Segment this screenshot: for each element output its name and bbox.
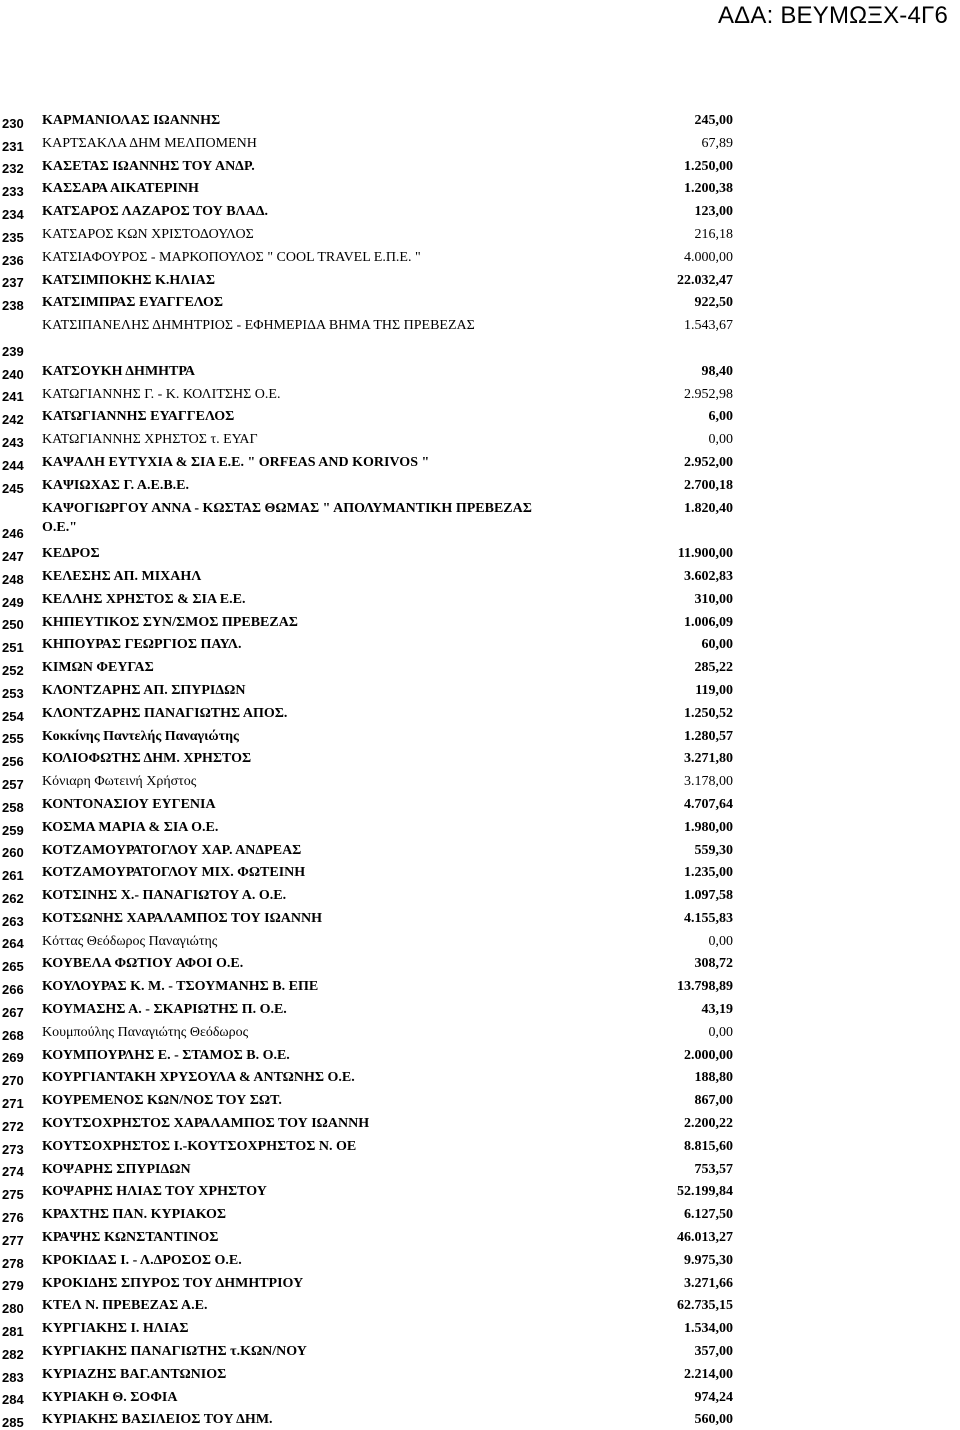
- list-item: [0, 815, 960, 838]
- beneficiary-name: ΚΟΥΜΠΟΥΡΛΗΣ Ε. - ΣΤΑΜΟΣ Β. Ο.Ε.: [42, 1047, 290, 1063]
- list-item: [0, 1020, 960, 1043]
- amount: 1.250,52: [684, 705, 733, 721]
- amount: 1.534,00: [684, 1321, 733, 1337]
- list-item: [0, 1202, 960, 1225]
- list-item: [0, 222, 960, 245]
- row-number: 248: [2, 571, 24, 587]
- amount: 753,57: [694, 1161, 733, 1177]
- list-item: [0, 1316, 960, 1339]
- row-number: 258: [2, 799, 24, 815]
- list-item: [0, 427, 960, 450]
- beneficiary-name: ΚΑΡΤΣΑΚΛΑ ΔΗΜ ΜΕΛΠΟΜΕΝΗ: [42, 135, 257, 151]
- row-number: 249: [2, 594, 24, 610]
- row-number: 236: [2, 252, 24, 268]
- amount: 4.155,83: [684, 910, 733, 926]
- list-item: [0, 678, 960, 701]
- list-item: [0, 359, 960, 382]
- list-item: [0, 1362, 960, 1385]
- list-item: [0, 1179, 960, 1202]
- list-item: [0, 1088, 960, 1111]
- row-number: 237: [2, 275, 24, 291]
- list-item: [0, 290, 960, 313]
- row-number: 272: [2, 1118, 24, 1134]
- row-number: 275: [2, 1187, 24, 1203]
- beneficiary-name: ΚΗΠΕΥΤΙΚΟΣ ΣΥΝ/ΣΜΟΣ ΠΡΕΒΕΖΑΣ: [42, 614, 298, 630]
- list-item: [0, 496, 960, 542]
- amount: 4.000,00: [684, 249, 733, 265]
- list-item: [0, 108, 960, 131]
- beneficiary-name: ΚΟΤΖΑΜΟΥΡΑΤΟΓΛΟΥ ΜΙΧ. ΦΩΤΕΙΝΗ: [42, 865, 306, 881]
- list-item: [0, 1043, 960, 1066]
- row-number: 250: [2, 617, 24, 633]
- amount: 8.815,60: [684, 1138, 733, 1154]
- row-number: 262: [2, 890, 24, 906]
- row-number: 254: [2, 708, 24, 724]
- amount: 2.214,00: [684, 1366, 733, 1382]
- row-number: 251: [2, 640, 24, 656]
- list-item: [0, 1065, 960, 1088]
- list-item: [0, 382, 960, 405]
- beneficiary-name: ΚΕΔΡΟΣ: [42, 546, 100, 562]
- beneficiary-name: ΚΟΥΡΕΜΕΝΟΣ ΚΩΝ/ΝΟΣ ΤΟΥ ΣΩΤ.: [42, 1093, 282, 1109]
- list-item: [0, 154, 960, 177]
- amount: 13.798,89: [677, 979, 733, 995]
- list-item: [0, 199, 960, 222]
- list-item: [0, 404, 960, 427]
- amount: 0,00: [708, 432, 733, 448]
- list-item: [0, 610, 960, 633]
- list-item: [0, 473, 960, 496]
- beneficiary-name: ΚΟΥΤΣΟΧΡΗΣΤΟΣ ΧΑΡΑΛΑΜΠΟΣ ΤΟΥ ΙΩΑΝΝΗ: [42, 1116, 370, 1132]
- amount: 52.199,84: [677, 1184, 733, 1200]
- beneficiary-name: ΚΟΨΑΡΗΣ ΣΠΥΡΙΔΩΝ: [42, 1161, 191, 1177]
- list-item: [0, 951, 960, 974]
- beneficiary-name: ΚΑΤΣΑΡΟΣ ΚΩΝ ΧΡΙΣΤΟΔΟΥΛΟΣ: [42, 226, 254, 242]
- row-number: 271: [2, 1096, 24, 1112]
- amount: 67,89: [701, 135, 733, 151]
- amount: 188,80: [694, 1070, 733, 1086]
- beneficiary-name: ΚΟΥΜΑΣΗΣ Α. - ΣΚΑΡΙΩΤΗΣ Π. Ο.Ε.: [42, 1002, 287, 1018]
- row-number: 239: [2, 343, 24, 359]
- row-number: 234: [2, 206, 24, 222]
- beneficiary-name: ΚΡΑΧΤΗΣ ΠΑΝ. ΚΥΡΙΑΚΟΣ: [42, 1207, 227, 1223]
- amount: 3.178,00: [684, 774, 733, 790]
- amount: 867,00: [694, 1093, 733, 1109]
- row-number: 283: [2, 1369, 24, 1385]
- list-item: [0, 131, 960, 154]
- row-number: 247: [2, 548, 24, 564]
- row-number: 281: [2, 1324, 24, 1340]
- amount: 2.200,22: [684, 1116, 733, 1132]
- amount: 3.602,83: [684, 568, 733, 584]
- row-number: 256: [2, 754, 24, 770]
- row-number: 274: [2, 1164, 24, 1180]
- amount: 123,00: [694, 204, 733, 220]
- row-number: 243: [2, 434, 24, 450]
- amount: 0,00: [708, 933, 733, 949]
- row-number: 242: [2, 412, 24, 428]
- list-item: [0, 746, 960, 769]
- list-item: [0, 176, 960, 199]
- beneficiary-name: ΚΟΨΑΡΗΣ ΗΛΙΑΣ ΤΟΥ ΧΡΗΣΤΟΥ: [42, 1184, 267, 1200]
- amount: 1.543,67: [684, 318, 733, 334]
- amount: 2.952,00: [684, 454, 733, 470]
- row-number: 240: [2, 366, 24, 382]
- beneficiary-name: ΚΕΛΛΗΣ ΧΡΗΣΤΟΣ & ΣΙΑ Ε.Ε.: [42, 591, 246, 607]
- amount: 119,00: [695, 682, 733, 698]
- beneficiary-name: ΚΙΜΩΝ ΦΕΥΓΑΣ: [42, 660, 154, 676]
- beneficiary-name: Κουμπούλης Παναγιώτης Θεόδωρος: [42, 1024, 249, 1040]
- ada-code: ΑΔΑ: ΒΕΥΜΩΞΧ-4Γ6: [717, 2, 948, 29]
- amount: 1.250,00: [684, 158, 733, 174]
- list-item: [0, 860, 960, 883]
- beneficiary-name: ΚΑΤΣΙΜΠΡΑΣ ΕΥΑΓΓΕΛΟΣ: [42, 295, 224, 311]
- list-item: [0, 769, 960, 792]
- amount: 974,24: [694, 1389, 733, 1405]
- list-item: [0, 838, 960, 861]
- list-item: [0, 1385, 960, 1408]
- beneficiary-name: ΚΥΡΙΑΚΗ Θ. ΣΟΦΙΑ: [42, 1389, 178, 1405]
- row-number: 255: [2, 731, 24, 747]
- beneficiary-name: ΚΛΟΝΤΖΑΡΗΣ ΠΑΝΑΓΙΩΤΗΣ ΑΠΟΣ.: [42, 705, 288, 721]
- amount: 285,22: [694, 660, 733, 676]
- list-item: [0, 1248, 960, 1271]
- row-number: 265: [2, 959, 24, 975]
- list-item: [0, 792, 960, 815]
- list-item: [0, 450, 960, 473]
- row-number: 280: [2, 1301, 24, 1317]
- beneficiary-name: ΚΟΣΜΑ ΜΑΡΙΑ & ΣΙΑ Ο.Ε.: [42, 819, 219, 835]
- row-number: 267: [2, 1004, 24, 1020]
- amount: 559,30: [694, 842, 733, 858]
- amount: 216,18: [694, 226, 733, 242]
- beneficiary-name: ΚΑΣΣΑΡΑ ΑΙΚΑΤΕΡΙΝΗ: [42, 181, 199, 197]
- amount: 0,00: [708, 1024, 733, 1040]
- row-number: 270: [2, 1073, 24, 1089]
- beneficiary-name: ΚΤΕΛ Ν. ΠΡΕΒΕΖΑΣ Α.Ε.: [42, 1298, 208, 1314]
- amount: 46.013,27: [677, 1230, 733, 1246]
- amount: 1.200,38: [684, 181, 733, 197]
- list-item: [0, 724, 960, 747]
- row-number: 253: [2, 685, 24, 701]
- list-item: [0, 1111, 960, 1134]
- list-item: [0, 974, 960, 997]
- row-number: 230: [2, 115, 24, 131]
- row-number: 252: [2, 662, 24, 678]
- amount: 6,00: [708, 409, 733, 425]
- row-number: 268: [2, 1027, 24, 1043]
- amount: 2.700,18: [684, 477, 733, 493]
- beneficiary-name: ΚΥΡΙΑΚΗΣ ΒΑΣΙΛΕΙΟΣ ΤΟΥ ΔΗΜ.: [42, 1412, 273, 1428]
- row-number: 245: [2, 480, 24, 496]
- beneficiary-name: ΚΑΤΣΙΠΑΝΕΛΗΣ ΔΗΜΗΤΡΙΟΣ - ΕΦΗΜΕΡΙΔΑ ΒΗΜΑ ΤΗΣ ΠΡΕΒΕΖΑΣ: [42, 318, 475, 334]
- row-number: 246: [2, 526, 24, 542]
- row-number: 284: [2, 1392, 24, 1408]
- list-item: [0, 929, 960, 952]
- amount: 4.707,64: [684, 796, 733, 812]
- list-item: [0, 245, 960, 268]
- amount: 60,00: [701, 637, 733, 653]
- row-number: 259: [2, 822, 24, 838]
- beneficiary-name: Κόνιαρη Φωτεινή Χρήστος: [42, 774, 197, 790]
- row-number: 231: [2, 138, 24, 154]
- beneficiary-name: ΚΡΟΚΙΔΑΣ Ι. - Λ.ΔΡΟΣΟΣ Ο.Ε.: [42, 1252, 242, 1268]
- beneficiary-name: ΚΑΣΕΤΑΣ ΙΩΑΝΝΗΣ ΤΟΥ ΑΝΔΡ.: [42, 158, 255, 174]
- amount: 22.032,47: [677, 272, 733, 288]
- list-item: [0, 632, 960, 655]
- row-number: 277: [2, 1232, 24, 1248]
- list-item: [0, 1339, 960, 1362]
- list-item: [0, 1293, 960, 1316]
- row-number: 278: [2, 1255, 24, 1271]
- beneficiary-name: ΚΟΤΣΩΝΗΣ ΧΑΡΑΛΑΜΠΟΣ ΤΟΥ ΙΩΑΝΝΗ: [42, 910, 322, 926]
- list-item: [0, 1271, 960, 1294]
- beneficiary-name: ΚΟΤΖΑΜΟΥΡΑΤΟΓΛΟΥ ΧΑΡ. ΑΝΔΡΕΑΣ: [42, 842, 302, 858]
- beneficiary-name: Κοκκίνης Παντελής Παναγιώτης: [42, 728, 239, 744]
- list-item: [0, 655, 960, 678]
- beneficiary-name: ΚΑΤΩΓΙΑΝΝΗΣ ΧΡΗΣΤΟΣ τ. ΕΥΑΓ: [42, 432, 258, 448]
- amount: 3.271,80: [684, 751, 733, 767]
- beneficiary-name: ΚΑΤΩΓΙΑΝΝΗΣ ΕΥΑΓΓΕΛΟΣ: [42, 409, 235, 425]
- amount: 1.235,00: [684, 865, 733, 881]
- amount: 11.900,00: [677, 546, 733, 562]
- amount: 1.980,00: [684, 819, 733, 835]
- list-item: [0, 268, 960, 291]
- beneficiary-name: ΚΛΟΝΤΖΑΡΗΣ ΑΠ. ΣΠΥΡΙΔΩΝ: [42, 682, 246, 698]
- row-number: 261: [2, 868, 24, 884]
- amount: 1.820,40: [684, 500, 733, 516]
- list-item: [0, 1157, 960, 1180]
- beneficiary-name: ΚΥΡΓΙΑΚΗΣ Ι. ΗΛΙΑΣ: [42, 1321, 189, 1337]
- beneficiary-name: ΚΟΥΤΣΟΧΡΗΣΤΟΣ Ι.-ΚΟΥΤΣΟΧΡΗΣΤΟΣ Ν. ΟΕ: [42, 1138, 357, 1154]
- list-item: [0, 883, 960, 906]
- list-item: [0, 997, 960, 1020]
- amount: 357,00: [694, 1344, 733, 1360]
- row-number: 235: [2, 229, 24, 245]
- list-item: [0, 587, 960, 610]
- beneficiary-name: ΚΟΤΣΙΝΗΣ Χ.- ΠΑΝΑΓΙΩΤΟΥ Α. Ο.Ε.: [42, 888, 287, 904]
- amount: 3.271,66: [684, 1275, 733, 1291]
- beneficiary-name: ΚΕΛΕΣΗΣ ΑΠ. ΜΙΧΑΗΛ: [42, 568, 202, 584]
- amount: 1.097,58: [684, 888, 733, 904]
- amount: 43,19: [701, 1002, 733, 1018]
- row-number: 238: [2, 298, 24, 314]
- row-number: 273: [2, 1141, 24, 1157]
- row-number: 269: [2, 1050, 24, 1066]
- list-item: [0, 906, 960, 929]
- row-number: 257: [2, 776, 24, 792]
- amount: 2.000,00: [684, 1047, 733, 1063]
- amount: 62.735,15: [677, 1298, 733, 1314]
- amount: 2.952,98: [684, 386, 733, 402]
- list-item: [0, 701, 960, 724]
- beneficiary-name: ΚΑΨΟΓΙΩΡΓΟΥ ΑΝΝΑ - ΚΩΣΤΑΣ ΘΩΜΑΣ " ΑΠΟΛΥΜΑΝΤΙΚΗ ΠΡΕΒΕΖΑΣ Ο.Ε.": [42, 500, 532, 535]
- beneficiary-name: ΚΡΑΨΗΣ ΚΩΝΣΤΑΝΤΙΝΟΣ: [42, 1230, 219, 1246]
- row-number: 282: [2, 1346, 24, 1362]
- amount: 6.127,50: [684, 1207, 733, 1223]
- supplier-list: [0, 108, 960, 1430]
- beneficiary-name: ΚΑΨΙΩΧΑΣ Γ. Α.Ε.Β.Ε.: [42, 477, 190, 493]
- beneficiary-name: ΚΑΡΜΑΝΙΟΛΑΣ ΙΩΑΝΝΗΣ: [42, 113, 221, 128]
- row-number: 266: [2, 982, 24, 998]
- beneficiary-name: ΚΑΤΣΟΥΚΗ ΔΗΜΗΤΡΑ: [42, 363, 195, 379]
- amount: 98,40: [701, 363, 733, 379]
- beneficiary-name: ΚΟΛΙΟΦΩΤΗΣ ΔΗΜ. ΧΡΗΣΤΟΣ: [42, 751, 252, 767]
- row-number: 244: [2, 457, 24, 473]
- beneficiary-name: ΚΑΨΑΛΗ ΕΥΤΥΧΙΑ & ΣΙΑ Ε.Ε. " ORFEAS AND KORIVOS ": [42, 454, 430, 470]
- amount: 9.975,30: [684, 1252, 733, 1268]
- amount: 1.006,09: [684, 614, 733, 630]
- beneficiary-name: Κόττας Θεόδωρος Παναγιώτης: [42, 933, 218, 949]
- row-number: 233: [2, 184, 24, 200]
- row-number: 232: [2, 161, 24, 177]
- amount: 245,00: [694, 113, 733, 128]
- row-number: 264: [2, 936, 24, 952]
- amount: 310,00: [694, 591, 733, 607]
- beneficiary-name: ΚΑΤΣΙΑΦΟΥΡΟΣ - ΜΑΡΚΟΠΟΥΛΟΣ " COOL TRAVEL Ε.Π.Ε. ": [42, 249, 421, 265]
- beneficiary-name: ΚΑΤΩΓΙΑΝΝΗΣ Γ. - Κ. ΚΟΛΙΤΣΗΣ Ο.Ε.: [42, 386, 281, 402]
- amount: 560,00: [694, 1412, 733, 1428]
- beneficiary-name: ΚΟΥΒΕΛΑ ΦΩΤΙΟΥ ΑΦΟΙ Ο.Ε.: [42, 956, 244, 972]
- row-number: 241: [2, 389, 24, 405]
- list-item: [0, 1225, 960, 1248]
- row-number: 279: [2, 1278, 24, 1294]
- row-number: 263: [2, 913, 24, 929]
- amount: 1.280,57: [684, 728, 733, 744]
- beneficiary-name: ΚΟΥΛΟΥΡΑΣ Κ. Μ. - ΤΣΟΥΜΑΝΗΣ Β. ΕΠΕ: [42, 979, 319, 995]
- row-number: 276: [2, 1210, 24, 1226]
- row-number: 260: [2, 845, 24, 861]
- list-item: [0, 541, 960, 564]
- list-item: [0, 564, 960, 587]
- beneficiary-name: ΚΥΡΓΙΑΚΗΣ ΠΑΝΑΓΙΩΤΗΣ τ.ΚΩΝ/ΝΟΥ: [42, 1344, 307, 1360]
- row-number: 285: [2, 1415, 24, 1430]
- amount: 308,72: [694, 956, 733, 972]
- beneficiary-name: ΚΡΟΚΙΔΗΣ ΣΠΥΡΟΣ ΤΟΥ ΔΗΜΗΤΡΙΟΥ: [42, 1275, 304, 1291]
- beneficiary-name: ΚΑΤΣΑΡΟΣ ΛΑΖΑΡΟΣ ΤΟΥ ΒΛΑΔ.: [42, 204, 268, 220]
- list-item: [0, 1407, 960, 1430]
- beneficiary-name: ΚΥΡΙΑΖΗΣ ΒΑΓ.ΑΝΤΩΝΙΟΣ: [42, 1366, 227, 1382]
- beneficiary-name: ΚΟΝΤΟΝΑΣΙΟΥ ΕΥΓΕΝΙΑ: [42, 796, 216, 812]
- beneficiary-name: ΚΟΥΡΓΙΑΝΤΑΚΗ ΧΡΥΣΟΥΛΑ & ΑΝΤΩΝΗΣ Ο.Ε.: [42, 1070, 355, 1086]
- beneficiary-name: ΚΗΠΟΥΡΑΣ ΓΕΩΡΓΙΟΣ ΠΑΥΛ.: [42, 637, 242, 653]
- amount: 922,50: [694, 295, 733, 311]
- list-item: [0, 1134, 960, 1157]
- list-item: [0, 313, 960, 359]
- beneficiary-name: ΚΑΤΣΙΜΠΟΚΗΣ Κ.ΗΛΙΑΣ: [42, 272, 216, 288]
